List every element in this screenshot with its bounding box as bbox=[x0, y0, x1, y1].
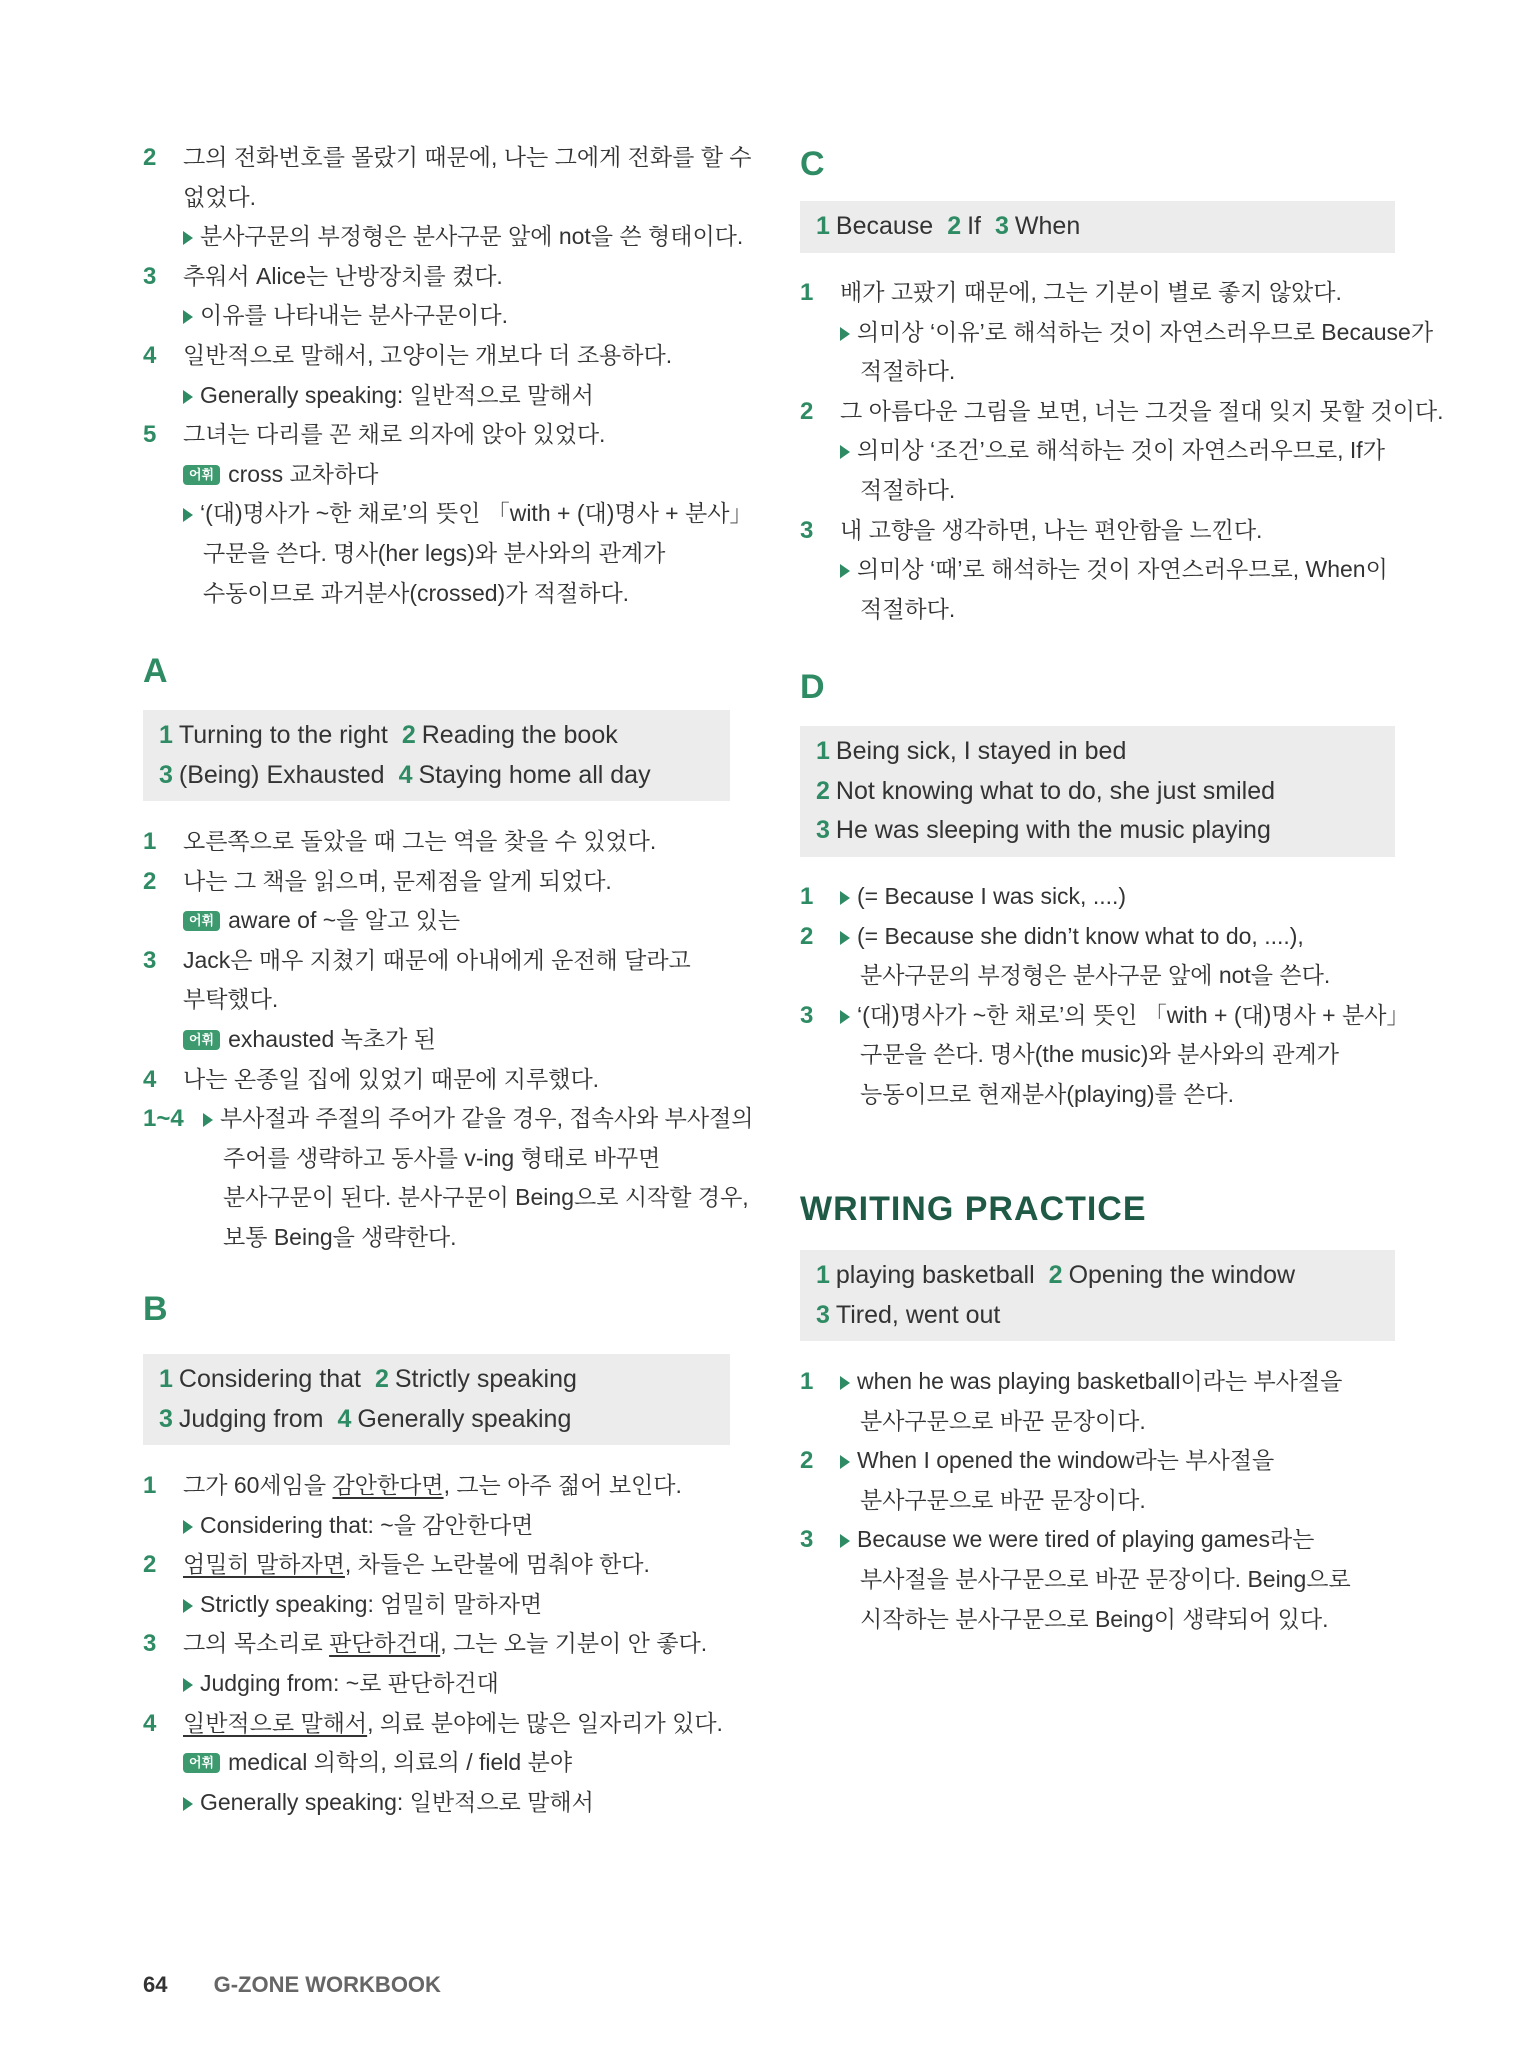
answer-text: Being sick, I stayed in bed bbox=[835, 737, 1127, 765]
answer-line bbox=[816, 811, 1395, 851]
item-text: 없었다. bbox=[183, 183, 257, 210]
explanation-note: 적절하다. bbox=[860, 476, 956, 503]
answer-line bbox=[816, 1256, 1395, 1296]
answer-text: Judging from bbox=[178, 1404, 324, 1433]
answer-number: 2 bbox=[374, 1365, 389, 1393]
explanation-note: Generally speaking: 일반적으로 말해서 bbox=[183, 376, 594, 416]
arrow-icon bbox=[840, 891, 850, 905]
continued-answers bbox=[143, 138, 753, 613]
item-number: 4 bbox=[143, 1065, 157, 1093]
explanation-note: (= Because I was sick, ....) bbox=[840, 877, 1126, 917]
text-line bbox=[143, 1783, 730, 1823]
arrow-icon bbox=[183, 1678, 193, 1692]
answer-number: 1 bbox=[816, 737, 830, 765]
text-line bbox=[800, 1035, 1395, 1075]
item-number: 4 bbox=[143, 1709, 157, 1737]
item-number: 2 bbox=[800, 922, 814, 950]
answer-line bbox=[816, 772, 1395, 812]
text-line bbox=[143, 1585, 730, 1625]
vocab-note: 어휘 cross 교차하다 bbox=[183, 455, 378, 495]
item-text: 엄밀히 말하자면, 차들은 노란불에 멈춰야 한다. bbox=[183, 1551, 650, 1578]
item-number: 1~4 bbox=[143, 1105, 184, 1133]
explanation-note: When I opened the window라는 부사절을 bbox=[840, 1441, 1274, 1481]
section-c-label: C bbox=[800, 145, 825, 183]
text-line bbox=[800, 273, 1395, 313]
answer-line bbox=[816, 732, 1395, 772]
item-number: 3 bbox=[800, 516, 814, 544]
item-number: 5 bbox=[143, 421, 157, 449]
explanation-note: 의미상 ‘조건’으로 해석하는 것이 자연스러우므로, If가 bbox=[840, 431, 1385, 471]
item-text: 그 아름다운 그림을 보면, 너는 그것을 절대 잊지 못할 것이다. bbox=[840, 397, 1444, 424]
text-line bbox=[800, 352, 1395, 392]
arrow-icon bbox=[203, 1113, 213, 1127]
explanation-note: 의미상 ‘때’로 해석하는 것이 자연스러우므로, When이 bbox=[840, 550, 1388, 590]
text-line bbox=[800, 1520, 1395, 1560]
explanation-note: 의미상 ‘이유’로 해석하는 것이 자연스러우므로 Because가 bbox=[840, 313, 1433, 353]
answer-line bbox=[159, 1400, 730, 1440]
arrow-icon bbox=[840, 1376, 850, 1390]
explanation-note: Generally speaking: 일반적으로 말해서 bbox=[183, 1783, 594, 1823]
answer-number: 3 bbox=[159, 1404, 173, 1433]
text-line bbox=[800, 1362, 1395, 1402]
vocab-badge: 어휘 bbox=[183, 1753, 220, 1773]
text-line bbox=[800, 471, 1395, 511]
text-line bbox=[143, 336, 730, 376]
text-line bbox=[143, 138, 752, 178]
vocab-note: 어휘 aware of ~을 알고 있는 bbox=[183, 901, 460, 941]
text-line bbox=[800, 1441, 1395, 1481]
page-number: 64 bbox=[143, 1972, 168, 1997]
vocab-badge: 어휘 bbox=[183, 911, 220, 931]
text-line bbox=[800, 511, 1395, 551]
explanation-note: 구문을 쓴다. 명사(the music)와 분사와의 관계가 bbox=[860, 1041, 1339, 1068]
text-line bbox=[143, 862, 730, 902]
item-text: 나는 온종일 집에 있었기 때문에 지루했다. bbox=[183, 1065, 600, 1092]
answer-line bbox=[816, 207, 1395, 247]
text-line bbox=[143, 1060, 730, 1100]
arrow-icon bbox=[840, 327, 850, 341]
text-line bbox=[800, 877, 1395, 917]
text-line bbox=[800, 1075, 1395, 1115]
section-d-explanations bbox=[800, 877, 1410, 1115]
item-number: 1 bbox=[143, 828, 157, 855]
explanation-note: ‘(대)명사가 ~한 채로’의 뜻인 「with + (대)명사 + 분사」 bbox=[840, 996, 1409, 1036]
text-line bbox=[143, 1506, 730, 1546]
item-number: 2 bbox=[143, 1551, 157, 1579]
writing-explanations bbox=[800, 1362, 1395, 1639]
text-line bbox=[143, 178, 730, 218]
arrow-icon bbox=[183, 231, 193, 245]
explanation-note: 분사구문의 부정형은 분사구문 앞에 not을 쓴다. bbox=[860, 962, 1331, 989]
item-number: 1 bbox=[143, 1472, 157, 1499]
arrow-icon bbox=[183, 508, 193, 522]
text-line bbox=[800, 996, 1410, 1036]
item-number: 3 bbox=[800, 1526, 814, 1554]
text-line bbox=[143, 1664, 730, 1704]
text-line bbox=[800, 917, 1395, 957]
arrow-icon bbox=[840, 564, 850, 578]
text-line bbox=[143, 1178, 749, 1218]
explanation-note: 적절하다. bbox=[860, 358, 956, 385]
arrow-icon bbox=[840, 445, 850, 459]
explanation-note: 수동이므로 과거분사(crossed)가 적절하다. bbox=[203, 579, 630, 606]
answer-text: Reading the book bbox=[421, 721, 618, 749]
explanation-note: Judging from: ~로 판단하건대 bbox=[183, 1664, 499, 1704]
text-line bbox=[143, 980, 730, 1020]
arrow-icon bbox=[183, 390, 193, 404]
section-d-label: D bbox=[800, 668, 825, 706]
answer-number: 1 bbox=[159, 1365, 173, 1393]
answer-number: 2 bbox=[816, 776, 830, 805]
answer-text: Strictly speaking bbox=[394, 1365, 577, 1393]
answer-text: (Being) Exhausted bbox=[178, 760, 385, 789]
item-text: 내 고향을 생각하면, 나는 편안함을 느낀다. bbox=[840, 516, 1263, 543]
explanation-note: when he was playing basketball이라는 부사절을 bbox=[840, 1362, 1342, 1402]
text-line bbox=[143, 217, 744, 257]
arrow-icon bbox=[840, 1010, 850, 1024]
explanation-note: 주어를 생략하고 동사를 v-ing 형태로 바꾸면 bbox=[223, 1144, 661, 1171]
text-line bbox=[800, 1481, 1395, 1521]
item-number: 4 bbox=[143, 341, 157, 369]
text-line bbox=[143, 257, 730, 297]
text-line bbox=[143, 901, 730, 941]
section-b-label: B bbox=[143, 1290, 168, 1328]
explanation-note: 시작하는 분사구문으로 Being이 생략되어 있다. bbox=[860, 1605, 1329, 1632]
answer-number: 1 bbox=[816, 212, 830, 240]
answer-text: Turning to the right bbox=[178, 721, 388, 749]
answer-text: Not knowing what to do, she just smiled bbox=[835, 776, 1276, 805]
item-text: 일반적으로 말해서, 고양이는 개보다 더 조용하다. bbox=[183, 341, 673, 368]
section-b-explanations bbox=[143, 1466, 730, 1822]
answer-line bbox=[816, 1296, 1395, 1336]
answer-text: If bbox=[967, 212, 982, 240]
item-text: Jack은 매우 지쳤기 때문에 아내에게 운전해 달라고 bbox=[183, 946, 691, 973]
text-line bbox=[800, 313, 1434, 353]
arrow-icon bbox=[183, 1797, 193, 1811]
item-number: 2 bbox=[800, 1447, 814, 1475]
text-line bbox=[143, 1218, 730, 1258]
underlined-phrase: 일반적으로 말해서 bbox=[183, 1709, 368, 1736]
text-line bbox=[800, 1600, 1395, 1640]
explanation-note: 분사구문으로 바꾼 문장이다. bbox=[860, 1407, 1146, 1434]
text-line bbox=[800, 431, 1395, 471]
text-line bbox=[143, 1704, 730, 1744]
item-text: 그의 목소리로 판단하건대, 그는 오늘 기분이 안 좋다. bbox=[183, 1630, 708, 1657]
item-number: 3 bbox=[143, 946, 157, 974]
item-text: 배가 고팠기 때문에, 그는 기분이 별로 좋지 않았다. bbox=[840, 279, 1342, 305]
section-c-explanations bbox=[800, 273, 1444, 629]
underlined-phrase: 판단하건대 bbox=[329, 1630, 441, 1657]
text-line bbox=[143, 1099, 754, 1139]
text-line bbox=[143, 494, 753, 534]
answer-number: 1 bbox=[159, 721, 173, 749]
explanation-note: 능동이므로 현재분사(playing)를 쓴다. bbox=[860, 1080, 1234, 1107]
arrow-icon bbox=[840, 1534, 850, 1548]
underlined-phrase: 감안한다면 bbox=[332, 1472, 444, 1498]
text-line bbox=[800, 956, 1395, 996]
item-text: 추워서 Alice는 난방장치를 켰다. bbox=[183, 262, 503, 289]
answer-number: 3 bbox=[816, 1300, 830, 1329]
answer-number: 2 bbox=[401, 721, 416, 749]
answer-text: Opening the window bbox=[1068, 1261, 1296, 1289]
explanation-note: Because we were tired of playing games라는 bbox=[840, 1520, 1314, 1560]
answer-number: 3 bbox=[159, 760, 173, 789]
item-text: 오른쪽으로 돌았을 때 그는 역을 찾을 수 있었다. bbox=[183, 828, 657, 854]
text-line bbox=[800, 1560, 1395, 1600]
item-number: 3 bbox=[143, 262, 157, 290]
section-a-answer-box bbox=[143, 710, 730, 801]
text-line bbox=[143, 574, 730, 614]
page-footer bbox=[143, 1972, 441, 1998]
item-text: 그의 전화번호를 몰랐기 때문에, 나는 그에게 전화를 할 수 bbox=[183, 144, 752, 170]
answer-number: 3 bbox=[995, 212, 1009, 240]
book-title: G-ZONE WORKBOOK bbox=[213, 1972, 441, 1997]
answer-number: 4 bbox=[398, 760, 413, 789]
item-number: 3 bbox=[800, 1001, 814, 1029]
answer-number: 2 bbox=[1048, 1261, 1063, 1289]
text-line bbox=[800, 590, 1395, 630]
item-number: 1 bbox=[800, 883, 814, 910]
vocab-badge: 어휘 bbox=[183, 1030, 220, 1050]
writing-answer-box bbox=[800, 1250, 1395, 1341]
text-line bbox=[143, 1020, 730, 1060]
text-line bbox=[143, 376, 730, 416]
answer-text: Because bbox=[835, 212, 934, 240]
text-line bbox=[143, 1743, 730, 1783]
vocab-badge: 어휘 bbox=[183, 465, 220, 485]
text-line bbox=[800, 392, 1444, 432]
explanation-note: 이유를 나타내는 분사구문이다. bbox=[183, 296, 508, 336]
arrow-icon bbox=[183, 1599, 193, 1613]
answer-number: 3 bbox=[816, 816, 830, 845]
answer-text: Considering that bbox=[178, 1365, 361, 1393]
explanation-note: Strictly speaking: 엄밀히 말하자면 bbox=[183, 1585, 542, 1625]
explanation-note: 구문을 쓴다. 명사(her legs)와 분사와의 관계가 bbox=[203, 539, 666, 566]
explanation-note: 분사구문의 부정형은 분사구문 앞에 not을 쓴 형태이다. bbox=[183, 217, 743, 257]
answer-text: Generally speaking bbox=[357, 1404, 572, 1433]
text-line bbox=[143, 1139, 730, 1179]
text-line bbox=[143, 941, 730, 981]
explanation-note: Considering that: ~을 감안한다면 bbox=[183, 1506, 533, 1546]
answer-number: 1 bbox=[816, 1261, 830, 1289]
text-line bbox=[143, 415, 730, 455]
explanation-note: (= Because she didn’t know what to do, ....), bbox=[840, 917, 1304, 957]
answer-line bbox=[159, 716, 730, 756]
text-line bbox=[800, 1402, 1395, 1442]
section-d-answer-box bbox=[800, 726, 1395, 857]
item-number: 3 bbox=[143, 1630, 157, 1658]
item-text: 일반적으로 말해서, 의료 분야에는 많은 일자리가 있다. bbox=[183, 1709, 723, 1736]
explanation-note: 적절하다. bbox=[860, 595, 956, 622]
item-text: 그녀는 다리를 꼰 채로 의자에 앉아 있었다. bbox=[183, 421, 606, 448]
arrow-icon bbox=[183, 310, 193, 324]
section-a-label: A bbox=[143, 652, 168, 690]
answer-text: playing basketball bbox=[835, 1261, 1035, 1289]
writing-practice-title: WRITING PRACTICE bbox=[800, 1190, 1147, 1228]
explanation-note: 부사절과 주절의 주어가 같을 경우, 접속사와 부사절의 bbox=[203, 1099, 754, 1139]
item-number: 2 bbox=[143, 144, 157, 171]
underlined-phrase: 엄밀히 말하자면 bbox=[183, 1551, 345, 1578]
answer-line bbox=[159, 756, 730, 796]
explanation-note: 분사구문이 된다. 분사구문이 Being으로 시작할 경우, bbox=[223, 1184, 749, 1211]
answer-line bbox=[159, 1360, 730, 1400]
section-a-explanations bbox=[143, 822, 754, 1258]
vocab-note: 어휘 exhausted 녹초가 된 bbox=[183, 1020, 436, 1060]
item-number: 2 bbox=[800, 397, 814, 425]
text-line bbox=[143, 1545, 730, 1585]
arrow-icon bbox=[840, 931, 850, 945]
section-c-answer-box bbox=[800, 201, 1395, 253]
item-text: 나는 그 책을 읽으며, 문제점을 알게 되었다. bbox=[183, 867, 612, 894]
item-number: 2 bbox=[143, 867, 157, 895]
text-line bbox=[800, 550, 1395, 590]
answer-number: 2 bbox=[947, 212, 962, 240]
text-line bbox=[143, 534, 730, 574]
item-number: 1 bbox=[800, 1368, 814, 1395]
item-text: 그가 60세임을 감안한다면, 그는 아주 젊어 보인다. bbox=[183, 1472, 682, 1498]
explanation-note: 부사절을 분사구문으로 바꾼 문장이다. Being으로 bbox=[860, 1565, 1351, 1592]
text-line bbox=[143, 296, 730, 336]
arrow-icon bbox=[840, 1455, 850, 1469]
text-line bbox=[143, 1466, 730, 1506]
answer-text: When bbox=[1014, 212, 1081, 240]
item-text: 부탁했다. bbox=[183, 986, 279, 1013]
explanation-note: ‘(대)명사가 ~한 채로’의 뜻인 「with + (대)명사 + 분사」 bbox=[183, 494, 752, 534]
explanation-note: 분사구문으로 바꾼 문장이다. bbox=[860, 1486, 1146, 1513]
vocab-note: 어휘 medical 의학의, 의료의 / field 분야 bbox=[183, 1743, 572, 1783]
text-line bbox=[143, 1624, 730, 1664]
text-line bbox=[143, 455, 730, 495]
answer-text: Staying home all day bbox=[418, 760, 651, 789]
answer-text: He was sleeping with the music playing bbox=[835, 816, 1271, 845]
item-number: 1 bbox=[800, 279, 814, 306]
text-line bbox=[143, 822, 730, 862]
explanation-note: 보통 Being을 생략한다. bbox=[223, 1223, 457, 1250]
section-b-answer-box bbox=[143, 1354, 730, 1445]
answer-number: 4 bbox=[337, 1404, 352, 1433]
arrow-icon bbox=[183, 1520, 193, 1534]
answer-text: Tired, went out bbox=[835, 1300, 1001, 1329]
